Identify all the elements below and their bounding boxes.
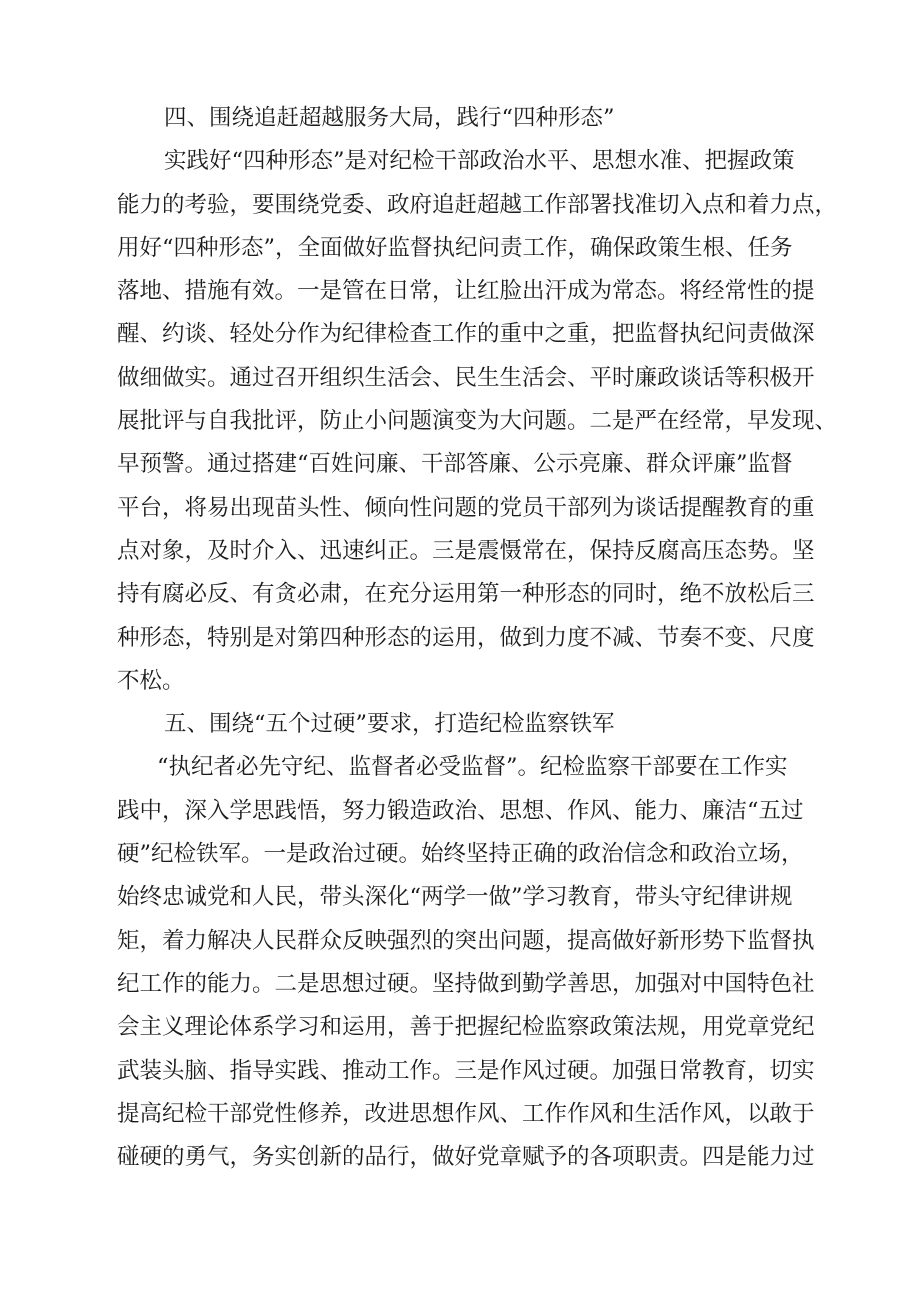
paragraph-line: 矩，着力解决人民群众反映强烈的突出问题，提高做好新形势下监督执	[117, 927, 815, 954]
paragraph-line: 始终忠诚党和人民，带头深化“两学一做”学习教育，带头守纪律讲规	[117, 884, 793, 911]
paragraph-line: 种形态，特别是对第四种形态的运用，做到力度不减、节奏不变、尺度	[117, 624, 815, 651]
paragraph-line: 醒、约谈、轻处分作为纪律检查工作的重中之重，把监督执纪问责做深	[117, 321, 815, 348]
paragraph-line: 能力的考验，要围绕党委、政府追赶超越工作部署找准切入点和着力点，	[117, 191, 838, 218]
paragraph-line: 提高纪检干部党性修养，改进思想作风、工作作风和生活作风，以敢于	[117, 1100, 815, 1127]
paragraph-line: 纪工作的能力。二是思想过硬。坚持做到勤学善思，加强对中国特色社	[117, 970, 815, 997]
paragraph-line: “执纪者必先守纪、监督者必受监督”。纪检监察干部要在工作实	[157, 754, 788, 781]
paragraph-line: 用好“四种形态”，全面做好监督执纪问责工作，确保政策生根、任务	[117, 234, 793, 261]
paragraph-line: 不松。	[117, 667, 185, 694]
section-4-heading: 四、围绕追赶超越服务大局，践行“四种形态”	[164, 105, 615, 131]
paragraph-line: 点对象，及时介入、迅速纠正。三是震慑常在，保持反腐高压态势。坚	[117, 537, 815, 564]
paragraph-line: 碰硬的勇气，务实创新的品行，做好党章赋予的各项职责。四是能力过	[117, 1144, 815, 1171]
paragraph-line: 早预警。通过搭建“百姓问廉、干部答廉、公示亮廉、群众评廉”监督	[117, 451, 793, 478]
paragraph-line: 践中，深入学思践悟，努力锻造政治、思想、作风、能力、廉洁“五过	[117, 797, 804, 824]
paragraph-line: 落地、措施有效。一是管在日常，让红脸出汗成为常态。将经常性的提	[117, 278, 815, 305]
section-5-body	[117, 746, 860, 1179]
section-4-body	[117, 140, 860, 703]
section-5-heading: 五、围绕“五个过硬”要求，打造纪检监察铁军	[164, 711, 615, 738]
paragraph-line: 实践好“四种形态”是对纪检干部政治水平、思想水准、把握政策	[164, 148, 795, 175]
paragraph-line: 平台，将易出现苗头性、倾向性问题的党员干部列为谈话提醒教育的重	[117, 494, 815, 521]
paragraph-line: 会主义理论体系学习和运用，善于把握纪检监察政策法规，用党章党纪	[117, 1014, 815, 1041]
paragraph-line: 武装头脑、指导实践、推动工作。三是作风过硬。加强日常教育，切实	[117, 1057, 815, 1084]
paragraph-line: 硬”纪检铁军。一是政治过硬。始终坚持正确的政治信念和政治立场，	[117, 841, 804, 868]
paragraph-line: 持有腐必反、有贪必肃，在充分运用第一种形态的同时，绝不放松后三	[117, 581, 815, 608]
paragraph-line: 展批评与自我批评，防止小问题演变为大问题。二是严在经常，早发现、	[117, 408, 838, 435]
paragraph-line: 做细做实。通过召开组织生活会、民生生活会、平时廉政谈话等积极开	[117, 364, 815, 391]
